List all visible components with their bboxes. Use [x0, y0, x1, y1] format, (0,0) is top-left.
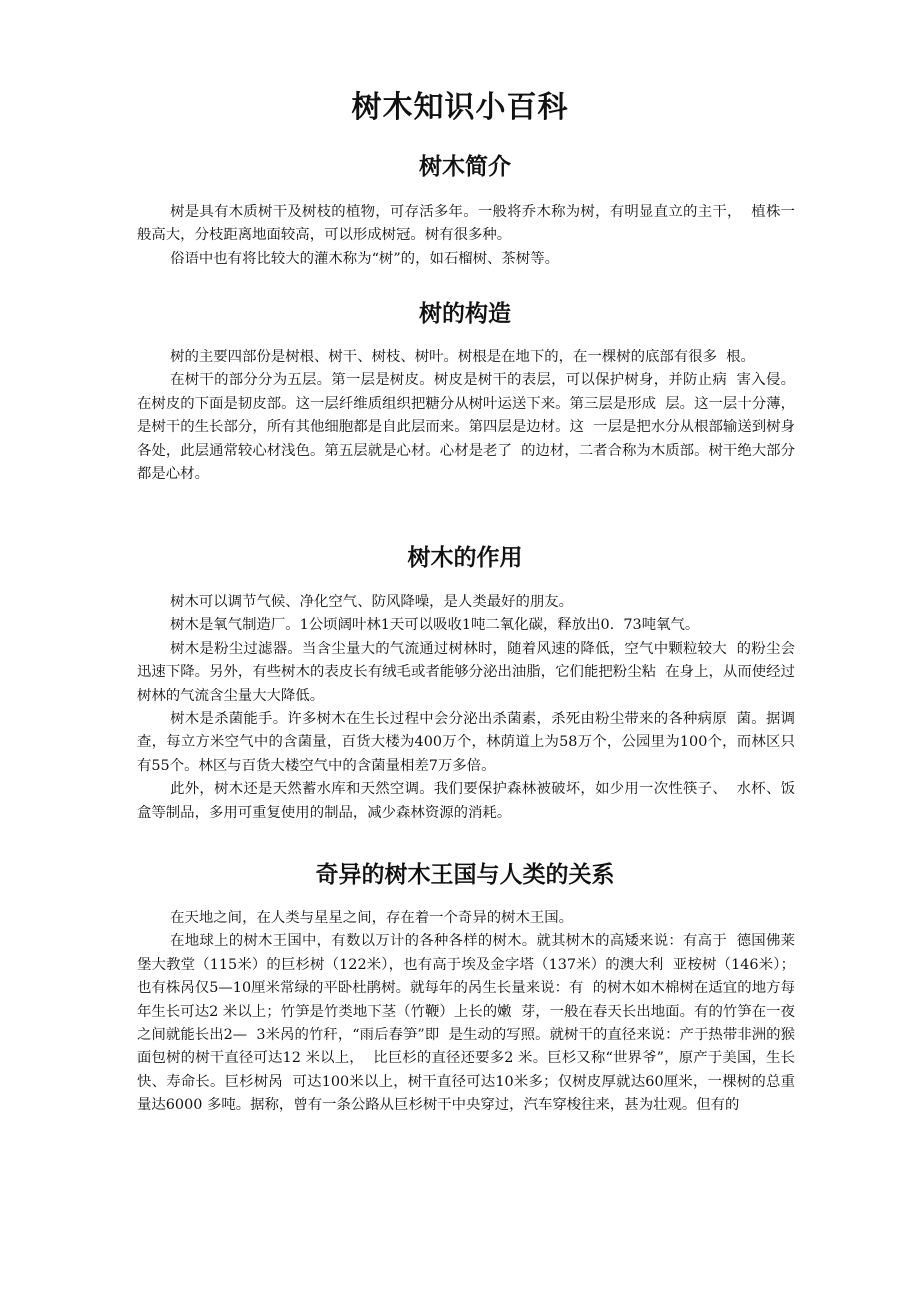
paragraph: 树木是粉尘过滤器。当含尘量大的气流通过树林时，随着风速的降低，空气中颗粒较大 的粉尘会迅速下降。另外，有些树木的表皮长有绒毛或者能够分泌出油脂，它们能把粉尘粘 在身上，从而使经过树林的气流含尘量大大降低。 — [137, 640, 795, 704]
paragraph: 树是具有木质树干及树枝的植物，可存活多年。一般将乔木称为树，有明显直立的主干， 植株一般高大，分枝距离地面较高，可以形成树冠。树有很多种。 — [137, 204, 795, 244]
section-body-kingdom — [137, 907, 795, 1118]
paragraph: 在树干的部分分为五层。第一层是树皮。树皮是树干的表层，可以保护树身，并防止病 害入侵。在树皮的下面是韧皮部。这一层纤维质组织把糖分从树叶运送下来。第三层是形成 层。这一层十分薄，是树干的生长部分，所有其他细胞都是自此层而来。第四层是边材。这 一层是把水分从根部输送到树身各处，此层通常较心材浅色。第五层就是心材。心材是老了 的边材，二者合称为木质部。树干绝大部分都是心材。 — [137, 372, 795, 483]
paragraph: 树的主要四部份是树根、树干、树枝、树叶。树根是在地下的，在一棵树的底部有很多 根。 — [170, 349, 755, 365]
section-heading-kingdom: 奇异的树木王国与人类的关系 — [315, 862, 615, 888]
paragraph: 在地球上的树木王国中，有数以万计的各种各样的树木。就其树木的高矮来说：有高于 德国佛莱堡大教堂（115米）的巨杉树（122米），也有高于埃及金字塔（137米）的澳大利 亚桉树（146米）；也有株呙仅5—10厘米常绿的平卧杜鹃树。就每年的呙生长量来说：有 的树木如木棉树在适宜的地方每年生长可达2 米以上；竹笋是竹类地下茎（竹鞭）上长的嫩 芽，一般在春天长出地面。有的竹笋在一夜之间就能长出2— 3米呙的竹秆，“雨后春笋”即 是生动的写照。就树干的直径来说：产于热带非洲的猴面包树的树干直径可达12 米以上， 比巨杉的直径还要多2 米。巨杉又称“世界爷”，原产于美国，生长快、寿命长。巨杉树呙 可达100米以上，树干直径可达10米多；仅树皮厚就达60厘米，一棵树的总重量达6000 多吨。据称，曾有一条公路从巨杉树干中央穿过，汽车穿梭往来，甚为壮观。但有的 — [137, 933, 795, 1114]
paragraph: 俗语中也有将比较大的灌木称为“树”的，如石榴树、茶树等。 — [170, 250, 559, 267]
section-heading-intro: 树木简介 — [419, 154, 511, 180]
section-body-functions — [137, 591, 795, 825]
paragraph: 树木是杀菌能手。许多树木在生长过程中会分泌出杀菌素，杀死由粉尘带来的各种病原 菌。据调查，每立方米空气中的含菌量，百货大楼为400万个，林荫道上为58万个，公园里为100个，而林区只有55个。林区与百货大楼空气中的含菌量相差7万多倍。 — [137, 711, 795, 774]
paragraph: 树木是氧气制造厂。1公顷阔叶林1天可以吸收1吨二氧化碳，释放出0. 73吨氧气。 — [170, 617, 700, 634]
section-body-intro — [137, 201, 795, 271]
section-body-structure — [137, 346, 795, 486]
paragraph: 树木可以调节气候、净化空气、防风降噪，是人类最好的朋友。 — [170, 594, 574, 610]
document-title: 树木知识小百科 — [351, 90, 569, 125]
section-heading-functions: 树木的作用 — [407, 545, 523, 571]
paragraph: 此外，树木还是天然蓄水库和天然空调。我们要保护森林被破坏，如少用一次性筷子、 水杯、饭盒等制品，多用可重复使用的制品，减少森林资源的消耗。 — [137, 781, 795, 821]
section-heading-structure: 树的构造 — [419, 301, 511, 327]
paragraph: 在天地之间，在人类与星星之间，存在着一个奇异的树木王国。 — [170, 910, 574, 926]
